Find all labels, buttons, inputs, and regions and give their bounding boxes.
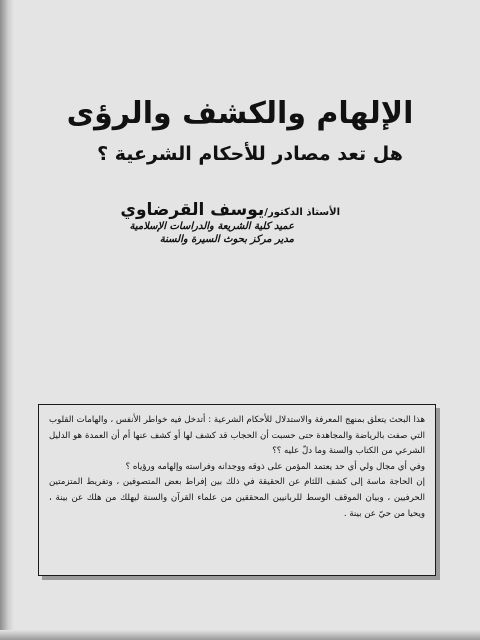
scan-shadow-left [0, 0, 14, 640]
abstract-box [38, 404, 436, 576]
abstract-paragraph: هذا البحث يتعلق بمنهج المعرفة والاستدلال للأحكام الشرعية : أتدخل فيه خواطر الأنفس ، والهامات القلوب التي صفت بالرياضة والمجاهدة حتى حسبت أن الحجاب قد كشف لها أو كشف عنها أم أن العمدة هو الدليل الشرعي من الكتاب والسنة وما دلّ عليه ؟؟ [49, 415, 425, 457]
article-title: الإلهام والكشف والرؤى [66, 96, 414, 131]
author-affiliation: مدير مركز بحوث السيرة والسنة [159, 234, 294, 245]
author-affiliation: عميد كلية الشريعة والدراسات الإسلامية [129, 221, 294, 232]
scan-shadow-bottom [0, 630, 480, 640]
abstract-paragraph: إن الحاجة ماسة إلى كشف اللثام عن الحقيقة في ذلك بين إفراط بعض المتصوفين ، وتفريط المتزمتين الحرفيين ، وبيان الموقف الوسط للربانيين المحققين من علماء القرآن والسنة ليهلك من هلك عن بينة ، ويحيا من حيّ عن بينة . [49, 477, 425, 519]
author-line [70, 200, 340, 220]
author-name: يوسف القرضاوي [120, 200, 265, 220]
author-prefix: الأستاذ الدكتور/ [264, 207, 340, 218]
article-subtitle: هل تعد مصادر للأحكام الشرعية ؟ [97, 143, 403, 165]
abstract-paragraph: وفي أي مجال ولي أي حد يعتمد المؤمن على ذوقه ووجدانه وفراسته وإلهامه ورؤياه ؟ [125, 461, 425, 472]
author-block [70, 200, 340, 246]
